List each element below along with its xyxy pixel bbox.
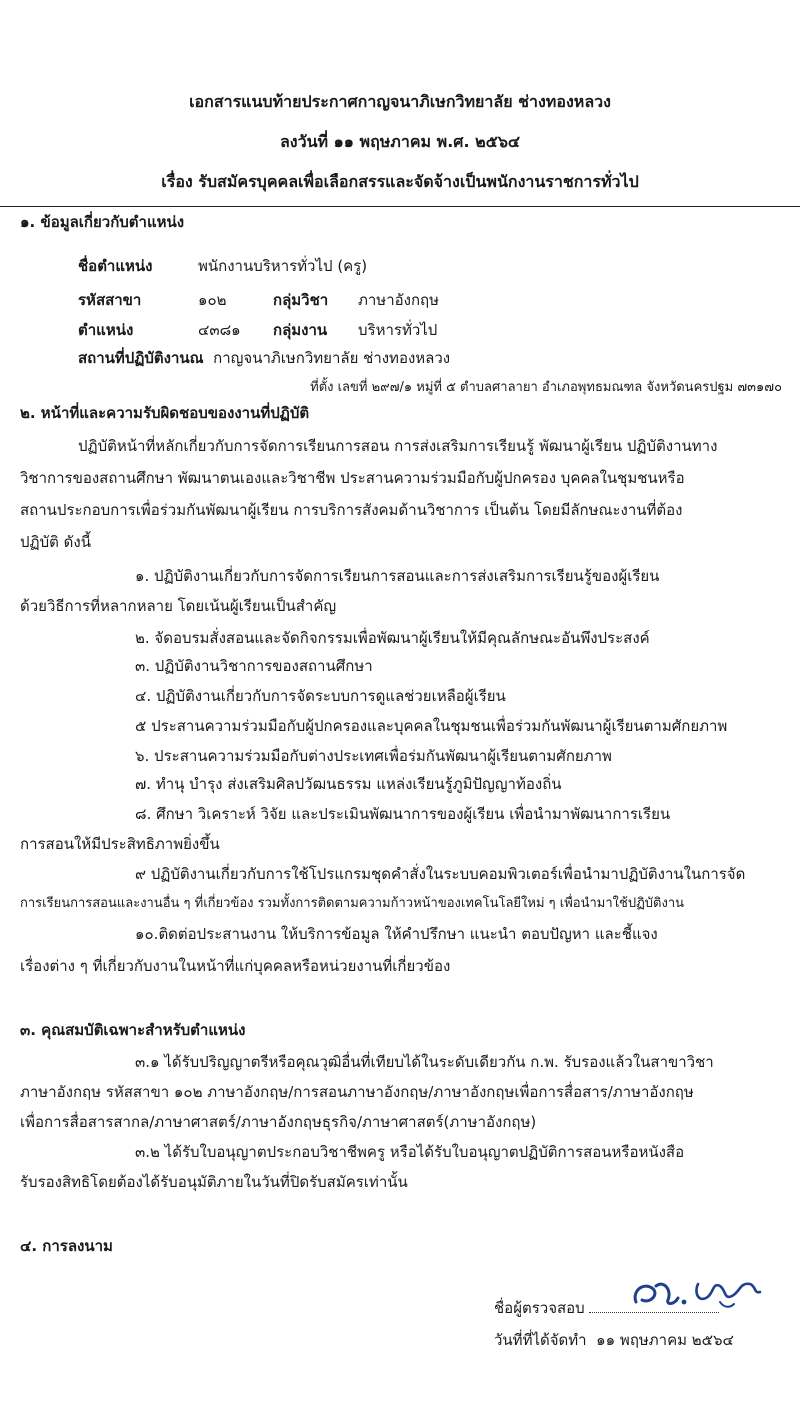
qualification-2-line2: รับรองสิทธิโดยต้องได้รับอนุมัติภายในวันที่ปิดรับสมัครเท่านั้น xyxy=(20,1173,408,1191)
qualification-2-line1: ๓.๒ ได้รับใบอนุญาตประกอบวิชาชีพครู หรือได้รับใบอนุญาตปฏิบัติการสอนหรือหนังสือ xyxy=(135,1143,685,1161)
duty-item-9a: ๙ ปฏิบัติงานเกี่ยวกับการใช้โปรแกรมชุดคำสั่งในระบบคอมพิวเตอร์เพื่อนำมาปฏิบัติงานในการจัด xyxy=(135,865,746,883)
qualification-1-line3: เพื่อการสื่อสารสากล/ภาษาศาสตร์/ภาษาอังกฤษธุรกิจ/ภาษาศาสตร์(ภาษาอังกฤษ) xyxy=(20,1113,537,1131)
branch-code: ๑๐๒ xyxy=(198,291,227,309)
slot-label: ตำแหน่ง xyxy=(78,321,134,339)
duty-item-10a: ๑๐.ติดต่อประสานงาน ให้บริการข้อมูล ให้คำปรึกษา แนะนำ ตอบปัญหา และชี้แจง xyxy=(135,925,658,943)
workplace-label: สถานที่ปฏิบัติงานณ xyxy=(78,349,204,367)
qualification-1-line1: ๓.๑ ได้รับปริญญาตรีหรือคุณวุฒิอื่นที่เทียบได้ในระดับเดียวกัน ก.พ. รับรองแล้วในสาขาวิชา xyxy=(135,1053,714,1071)
work-group-value: บริหารทั่วไป xyxy=(358,321,438,339)
position-label: ชื่อตำแหน่ง xyxy=(78,257,153,275)
duty-item-10b: เรื่องต่าง ๆ ที่เกี่ยวกับงานในหน้าที่แก่บุคคลหรือหน่วยงานที่เกี่ยวข้อง xyxy=(20,957,451,975)
section2-title: ๒. หน้าที่และความรับผิดชอบของงานที่ปฏิบัติ xyxy=(20,404,310,422)
handwritten-signature xyxy=(628,1272,768,1314)
qualification-1-line2: ภาษาอังกฤษ รหัสสาขา ๑๐๒ ภาษาอังกฤษ/การสอนภาษาอังกฤษ/ภาษาอังกฤษเพื่อการสื่อสาร/ภาษาอังกฤษ xyxy=(20,1083,694,1101)
duty-item-8a: ๘. ศึกษา วิเคราะห์ วิจัย และประเมินพัฒนาการของผู้เรียน เพื่อนำมาพัฒนาการเรียน xyxy=(135,805,671,823)
duty-item-5: ๕ ประสานความร่วมมือกับผู้ปกครองและบุคคลในชุมชนเพื่อร่วมกันพัฒนาผู้เรียนตามศักยภาพ xyxy=(135,717,728,735)
subject-group-label: กลุ่มวิชา xyxy=(273,291,329,309)
duty-item-4: ๔. ปฏิบัติงานเกี่ยวกับการจัดระบบการดูแลช่วยเหลือผู้เรียน xyxy=(135,687,506,705)
duty-item-7: ๗. ทำนุ บำรุง ส่งเสริมศิลปวัฒนธรรม แหล่งเรียนรู้ภูมิปัญญาท้องถิ่น xyxy=(135,775,562,793)
doc-title-line2: ลงวันที่ ๑๑ พฤษภาคม พ.ศ. ๒๕๖๔ xyxy=(279,132,521,151)
prepared-date-row xyxy=(494,1330,734,1350)
workplace-value: กาญจนาภิเษกวิทยาลัย ช่างทองหลวง xyxy=(213,349,451,367)
section4-title: ๔. การลงนาม xyxy=(20,1237,113,1255)
intro-line-2: วิชาการของสถานศึกษา พัฒนาตนเองและวิชาชีพ ประสานความร่วมมือกับผู้ปกครอง บุคคลในชุมชนหรือ xyxy=(20,469,685,487)
checker-label: ชื่อผู้ตรวจสอบ xyxy=(494,1299,585,1317)
workplace-row xyxy=(78,348,450,368)
slot-code: ๔๓๘๑ xyxy=(198,321,241,339)
duty-item-9b: การเรียนการสอนและงานอื่น ๆ ที่เกี่ยวข้อง รวมทั้งการติดตามความก้าวหน้าของเทคโนโลยีใหม่ ๆ เพื่อนำมาใช้ปฏิบัติงาน xyxy=(20,896,685,911)
branch-row xyxy=(78,290,439,310)
intro-line-3: สถานประกอบการเพื่อร่วมกันพัฒนาผู้เรียน การบริการสังคมด้านวิชาการ เป็นต้น โดยมีลักษณะงานที่ต้อง xyxy=(20,501,683,519)
section3-title: ๓. คุณสมบัติเฉพาะสำหรับตำแหน่ง xyxy=(20,1021,246,1039)
address-line: ที่ตั้ง เลขที่ ๒๙๗/๑ หมู่ที่ ๕ ตำบลศาลายา อำเภอพุทธมณฑล จังหวัดนครปฐม ๗๓๑๗๐ xyxy=(310,380,782,395)
duty-item-8b: การสอนให้มีประสิทธิภาพยิ่งขึ้น xyxy=(20,835,220,853)
duty-item-2: ๒. จัดอบรมสั่งสอนและจัดกิจกรรมเพื่อพัฒนาผู้เรียนให้มีคุณลักษณะอันพึงประสงค์ xyxy=(135,629,650,647)
slot-row xyxy=(78,320,437,340)
duty-item-1a: ๑. ปฏิบัติงานเกี่ยวกับการจัดการเรียนการสอนและการส่งเสริมการเรียนรู้ของผู้เรียน xyxy=(135,567,660,585)
duty-item-3: ๓. ปฏิบัติงานวิชาการของสถานศึกษา xyxy=(135,657,373,675)
doc-subject-line: เรื่อง รับสมัครบุคคลเพื่อเลือกสรรและจัดจ้างเป็นพนักงานราชการทั่วไป xyxy=(161,172,639,191)
position-row xyxy=(78,256,367,276)
subject-group-value: ภาษาอังกฤษ xyxy=(358,291,440,309)
intro-line-1: ปฏิบัติหน้าที่หลักเกี่ยวกับการจัดการเรียนการสอน การส่งเสริมการเรียนรู้ พัฒนาผู้เรียน ปฏิบัติงานทาง xyxy=(78,437,718,455)
doc-title-line1: เอกสารแนบท้ายประกาศกาญจนาภิเษกวิทยาลัย ช่างทองหลวง xyxy=(189,92,611,111)
duty-item-6: ๖. ประสานความร่วมมือกับต่างประเทศเพื่อร่มกันพัฒนาผู้เรียนตามศักยภาพ xyxy=(135,747,612,765)
header-divider xyxy=(0,206,800,207)
prepared-date-label: วันที่ที่ได้จัดทำ xyxy=(494,1331,587,1349)
intro-line-4: ปฏิบัติ ดังนี้ xyxy=(20,533,91,551)
position-value: พนักงานบริหารทั่วไป (ครู) xyxy=(198,257,368,275)
section1-title: ๑. ข้อมูลเกี่ยวกับตำแหน่ง xyxy=(20,213,185,231)
work-group-label: กลุ่มงาน xyxy=(273,321,328,339)
prepared-date-value: ๑๑ พฤษภาคม ๒๕๖๔ xyxy=(596,1331,734,1349)
branch-label: รหัสสาขา xyxy=(78,291,142,309)
duty-item-1b: ด้วยวิธีการที่หลากหลาย โดยเน้นผู้เรียนเป็นสำคัญ xyxy=(20,597,337,615)
